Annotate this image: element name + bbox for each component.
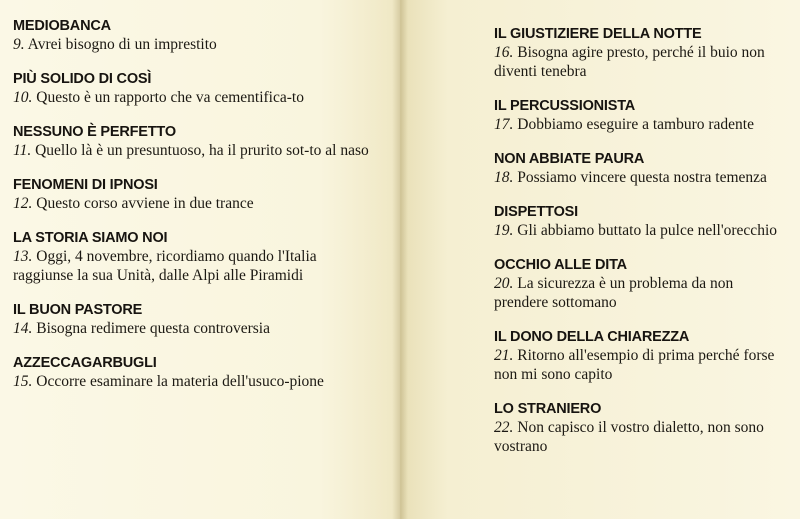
entry-text: Bisogna redimere questa controversia	[36, 320, 270, 337]
entry-text: La sicurezza è un problema da non prendere sottomano	[494, 275, 734, 311]
entry-body	[494, 274, 780, 312]
entry-number: 22.	[494, 419, 514, 436]
entry-number: 14.	[13, 320, 33, 337]
entry-text: Dobbiamo eseguire a tamburo radente	[517, 116, 754, 133]
entry-number: 10.	[13, 89, 33, 106]
entry-12	[13, 176, 380, 213]
entry-body	[13, 194, 380, 213]
entry-number: 18.	[494, 169, 514, 186]
entry-13	[13, 229, 380, 285]
entry-10	[13, 70, 380, 107]
entry-text: Possiamo vincere questa nostra temenza	[517, 169, 767, 186]
entry-title: DISPETTOSI	[494, 204, 578, 220]
entry-title: OCCHIO ALLE DITA	[494, 257, 627, 273]
entry-text: Avrei bisogno di un imprestito	[27, 36, 217, 53]
entry-title: MEDIOBANCA	[13, 18, 111, 34]
entry-body	[494, 221, 780, 240]
right-page	[400, 0, 800, 519]
entry-number: 19.	[494, 222, 514, 239]
entry-body	[494, 346, 780, 384]
entry-number: 15.	[13, 373, 33, 390]
entry-title: IL PERCUSSIONISTA	[494, 98, 636, 114]
entry-text: Bisogna agire presto, perché il buio non diventi tenebra	[494, 44, 765, 80]
entry-number: 11.	[13, 142, 32, 159]
entry-14	[13, 301, 380, 338]
entry-22	[494, 400, 780, 456]
entry-body	[494, 168, 780, 187]
entry-body	[13, 319, 380, 338]
entry-15	[13, 354, 380, 391]
entry-20	[494, 256, 780, 312]
book-gutter-shadow	[392, 0, 408, 519]
entry-number: 12.	[13, 195, 33, 212]
entry-number: 9.	[13, 36, 25, 53]
entry-number: 16.	[494, 44, 514, 61]
entry-11	[13, 123, 380, 160]
entry-title: PIÙ SOLIDO DI COSÌ	[13, 71, 152, 87]
entry-9	[13, 17, 380, 54]
entry-body	[13, 372, 380, 391]
entry-body	[494, 115, 780, 134]
entry-text: Questo è un rapporto che va cementifica-to	[36, 89, 304, 106]
entry-title: AZZECCAGARBUGLI	[13, 355, 157, 371]
entry-body	[494, 43, 780, 81]
entry-17	[494, 97, 780, 134]
entry-text: Questo corso avviene in due trance	[36, 195, 254, 212]
entry-title: FENOMENI DI IPNOSI	[13, 177, 158, 193]
entry-title: IL GIUSTIZIERE DELLA NOTTE	[494, 26, 702, 42]
entry-title: LO STRANIERO	[494, 401, 602, 417]
entry-title: NON ABBIATE PAURA	[494, 151, 645, 167]
entry-number: 13.	[13, 248, 33, 265]
entry-21	[494, 328, 780, 384]
entry-body	[13, 35, 380, 54]
entry-18	[494, 150, 780, 187]
entry-body	[13, 247, 380, 285]
entry-19	[494, 203, 780, 240]
entry-text: Ritorno all'esempio di prima perché forse non mi sono capito	[494, 347, 775, 383]
entry-title: NESSUNO È PERFETTO	[13, 124, 176, 140]
entry-number: 17.	[494, 116, 514, 133]
entry-body	[13, 141, 380, 160]
entry-16	[494, 25, 780, 81]
entry-body	[494, 418, 780, 456]
entry-body	[13, 88, 380, 107]
entry-number: 21.	[494, 347, 514, 364]
entry-number: 20.	[494, 275, 514, 292]
entry-title: IL BUON PASTORE	[13, 302, 143, 318]
entry-text: Gli abbiamo buttato la pulce nell'orecchio	[517, 222, 777, 239]
entry-title: LA STORIA SIAMO NOI	[13, 230, 168, 246]
entry-text: Non capisco il vostro dialetto, non sono vostrano	[494, 419, 764, 455]
entry-text: Quello là è un presuntuoso, ha il prurito sot-to al naso	[35, 142, 369, 159]
entry-text: Occorre esaminare la materia dell'usuco-pione	[36, 373, 324, 390]
entry-text: Oggi, 4 novembre, ricordiamo quando l'Italia raggiunse la sua Unità, dalle Alpi alle Piramidi	[13, 248, 317, 284]
entry-title: IL DONO DELLA CHIAREZZA	[494, 329, 690, 345]
